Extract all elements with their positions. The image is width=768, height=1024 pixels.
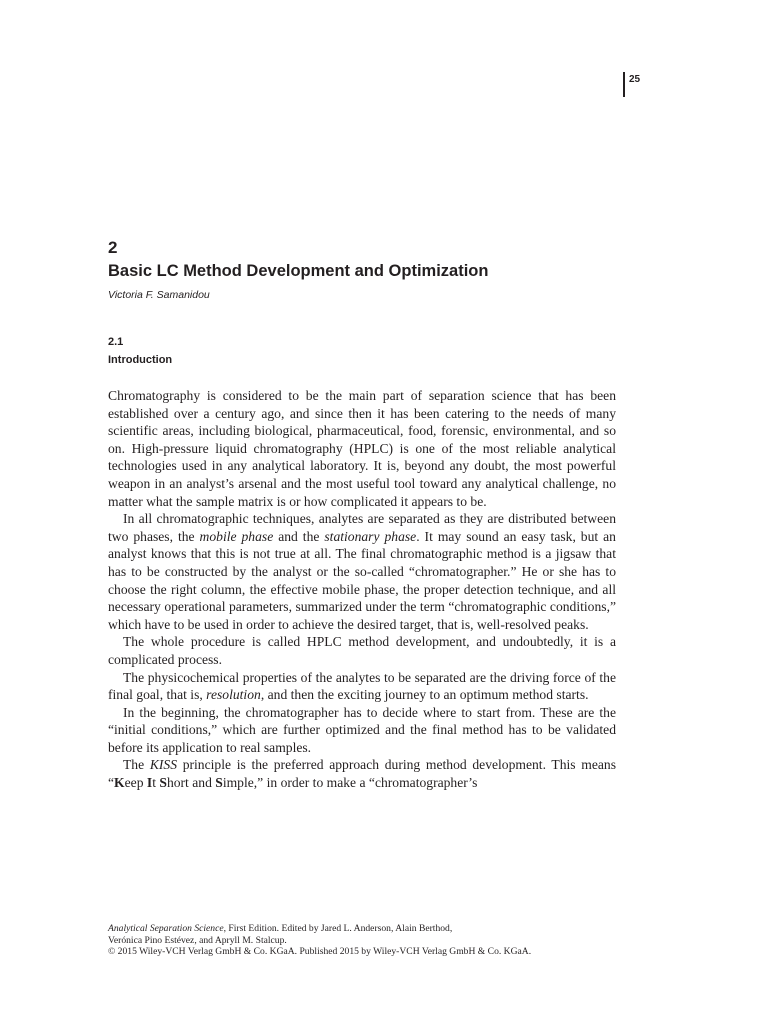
paragraph: In the beginning, the chromatographer has to decide where to start from. These are the “initial conditions,” which are further optimized and the final method has to be validated before its application to real samples. xyxy=(108,704,616,755)
term-kiss: KISS xyxy=(149,757,178,773)
bold-letter: I xyxy=(146,775,153,791)
page-marker-rule xyxy=(623,72,625,97)
page-number: 25 xyxy=(629,74,641,85)
term-mobile-phase: mobile phase xyxy=(199,528,274,544)
text-run: eep xyxy=(124,775,147,791)
text-run: , First Edition. Edited by Jared L. Anderson, Alain Berthod, xyxy=(223,923,453,934)
text-run: In all chromatographic techniques, analytes are separated as they are distributed between two phases, the xyxy=(108,511,616,544)
text-run: , and then the exciting journey to an optimum method starts. xyxy=(260,687,589,703)
paragraph xyxy=(108,756,616,791)
section-title: Introduction xyxy=(108,354,173,366)
book-title: Analytical Separation Science xyxy=(108,923,224,934)
footer-line: © 2015 Wiley-VCH Verlag GmbH & Co. KGaA. Published 2015 by Wiley-VCH Verlag GmbH & Co. KGaA. xyxy=(108,946,532,958)
text-run: hort and xyxy=(166,775,216,791)
text-run: and the xyxy=(273,528,325,544)
text-run: imple,” in order to make a “chromatographer’s xyxy=(222,775,478,791)
paragraph: Chromatography is considered to be the main part of separation science that has been established over a century ago, and since then it has been catering to the needs of many scientific areas, including biological, pharmaceutical, food, forensic, environmental, and so on. High-pressure liquid chromatography (HPLC) is one of the most reliable analytical technologies used in any analytical laboratory. It is, beyond any doubt, the most powerful weapon in an analyst’s arsenal and the most useful tool toward any analytical challenge, no matter what the sample matrix is or how complicated it appears to be. xyxy=(108,388,616,509)
chapter-author: Victoria F. Samanidou xyxy=(108,289,210,301)
text-run: t xyxy=(152,775,160,791)
text-run: The xyxy=(123,757,150,773)
chapter-title: Basic LC Method Development and Optimization xyxy=(108,262,489,280)
paragraph xyxy=(108,669,616,704)
footer-line xyxy=(108,923,628,935)
body-text xyxy=(108,387,616,792)
text-run: The physicochemical properties of the analytes to be separated are the driving force of the final goal, that is, xyxy=(108,669,616,703)
text-run: . It may sound an easy task, but an analyst knows that this is not true at all. The final chromatographic method is a jigsaw that has to be constructed by the analyst or the so-called “chromatographer.” He or she has to choose the right column, the effective mobile phase, the proper detection technique, and all necessary operational parameters, summarized under the term “chromatographic conditions,” which have to be used in order to achieve the desired target, that is, well-resolved peaks. xyxy=(108,528,616,632)
term-stationary-phase: stationary phase xyxy=(324,528,417,544)
term-resolution: resolution xyxy=(206,687,261,703)
bold-letter: S xyxy=(215,775,223,791)
copyright-footer xyxy=(108,923,628,958)
text-run: principle is the preferred approach during method development. This means “ xyxy=(108,757,616,791)
chapter-number: 2 xyxy=(108,238,118,257)
bold-letter: S xyxy=(159,775,167,791)
bold-letter: K xyxy=(114,775,125,791)
footer-line: Verónica Pino Estévez, and Apryll M. Stalcup. xyxy=(108,934,287,946)
paragraph xyxy=(108,510,616,633)
paragraph: The whole procedure is called HPLC method development, and undoubtedly, it is a complicated process. xyxy=(108,634,616,667)
section-number: 2.1 xyxy=(108,336,124,348)
